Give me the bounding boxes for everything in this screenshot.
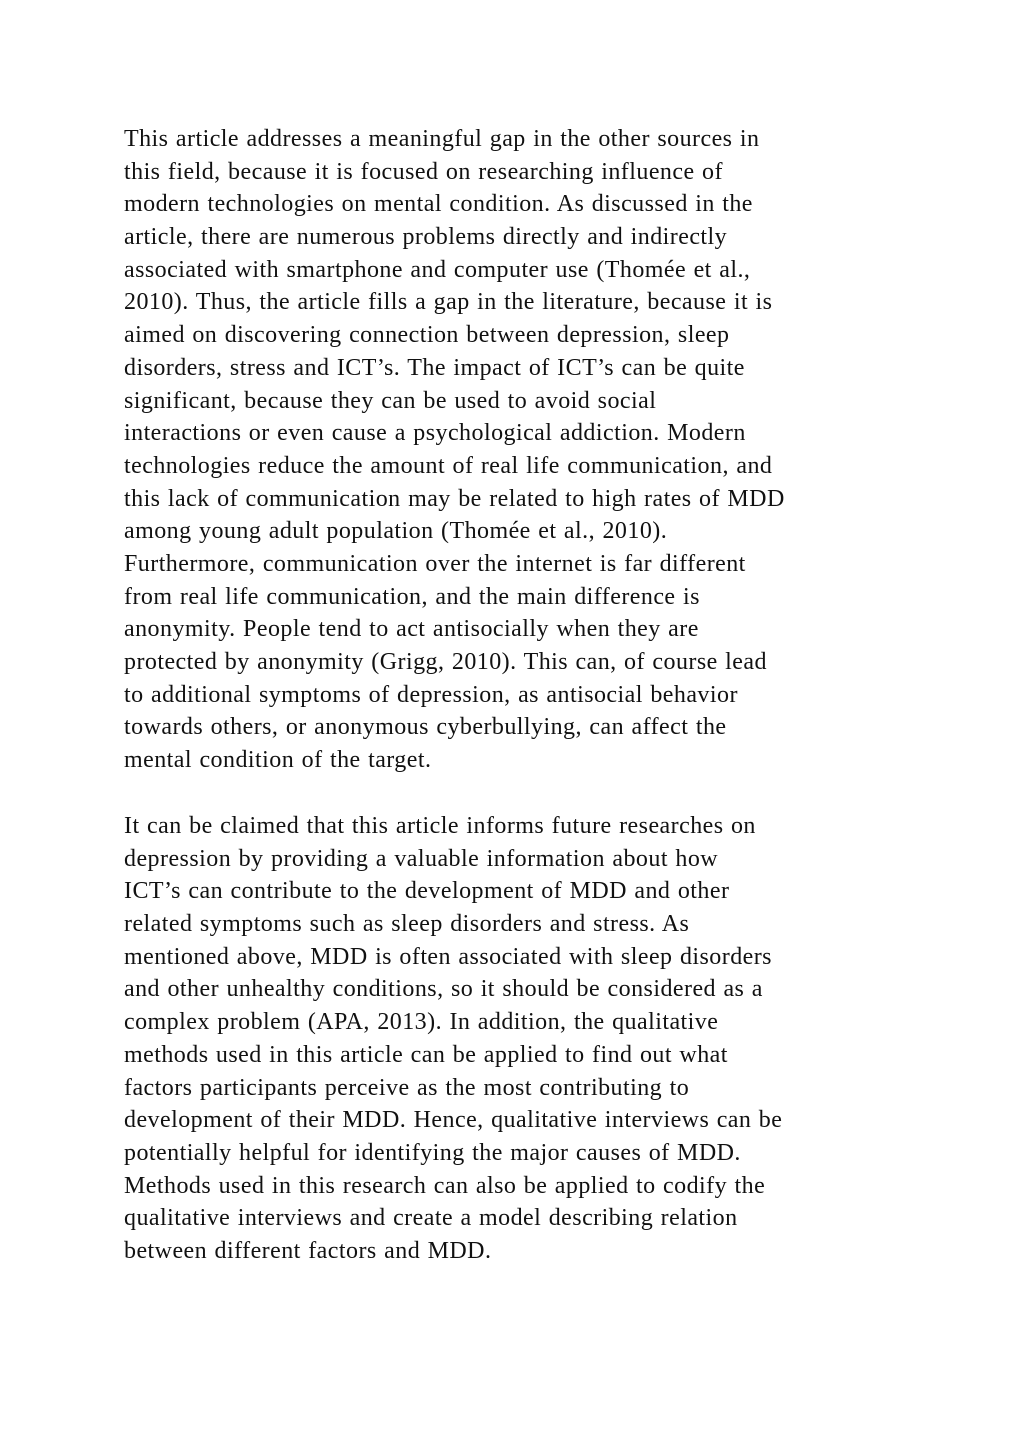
- paragraph-line: disorders, stress and ICT’s. The impact of ICT’s can be quite: [124, 354, 745, 381]
- paragraph-line: depression by providing a valuable information about how: [124, 845, 719, 872]
- paragraph-line: technologies reduce the amount of real life communication, and: [124, 452, 773, 479]
- paragraph-1: [124, 123, 914, 777]
- paragraph-line: complex problem (APA, 2013). In addition, the qualitative: [124, 1009, 719, 1036]
- paragraph-line: towards others, or anonymous cyberbullying, can affect the: [124, 714, 727, 741]
- paragraph-line: protected by anonymity (Grigg, 2010). This can, of course lead: [124, 649, 767, 675]
- paragraph-line: mental condition of the target.: [124, 747, 432, 774]
- paragraph-line: among young adult population (Thomée et al., 2010).: [124, 518, 668, 545]
- paragraph-line: interactions or even cause a psychological addiction. Modern: [124, 420, 746, 447]
- paragraph-line: Furthermore, communication over the internet is far different: [124, 550, 746, 577]
- paragraph-line: mentioned above, MDD is often associated with sleep disorders: [124, 943, 772, 970]
- paragraph-line: aimed on discovering connection between depression, sleep: [124, 322, 730, 349]
- paragraph-line: methods used in this article can be applied to find out what: [124, 1041, 728, 1068]
- paragraph-line: It can be claimed that this article informs future researches on: [124, 813, 756, 839]
- paragraph-2: [124, 810, 914, 1268]
- paragraph-line: anonymity. People tend to act antisocially when they are: [124, 616, 699, 643]
- paragraph-line: from real life communication, and the main difference is: [124, 583, 700, 610]
- paragraph-line: potentially helpful for identifying the major causes of MDD.: [124, 1139, 741, 1166]
- paragraph-line: between different factors and MDD.: [124, 1237, 492, 1264]
- paragraph-line: and other unhealthy conditions, so it should be considered as a: [124, 976, 763, 1003]
- paragraph-line: Methods used in this research can also be applied to codify the: [124, 1172, 766, 1199]
- paragraph-line: this lack of communication may be related to high rates of MDD: [124, 485, 785, 512]
- paragraph-line: this field, because it is focused on researching influence of: [124, 158, 723, 185]
- paragraph-line: significant, because they can be used to avoid social: [124, 387, 657, 414]
- paragraph-line: to additional symptoms of depression, as antisocial behavior: [124, 681, 738, 708]
- paragraph-line: 2010). Thus, the article fills a gap in the literature, because it is: [124, 289, 773, 316]
- paragraph-line: ICT’s can contribute to the development of MDD and other: [124, 878, 730, 905]
- paragraph-line: related symptoms such as sleep disorders and stress. As: [124, 911, 690, 938]
- paragraph-line: article, there are numerous problems directly and indirectly: [124, 224, 728, 251]
- paragraph-line: This article addresses a meaningful gap in the other sources in: [124, 126, 760, 152]
- paragraph-line: qualitative interviews and create a model describing relation: [124, 1205, 738, 1232]
- paragraph-line: modern technologies on mental condition. As discussed in the: [124, 191, 753, 218]
- paragraph-line: development of their MDD. Hence, qualitative interviews can be: [124, 1107, 783, 1134]
- paragraph-line: associated with smartphone and computer use (Thomée et al.,: [124, 256, 751, 283]
- paragraph-line: factors participants perceive as the most contributing to: [124, 1074, 690, 1101]
